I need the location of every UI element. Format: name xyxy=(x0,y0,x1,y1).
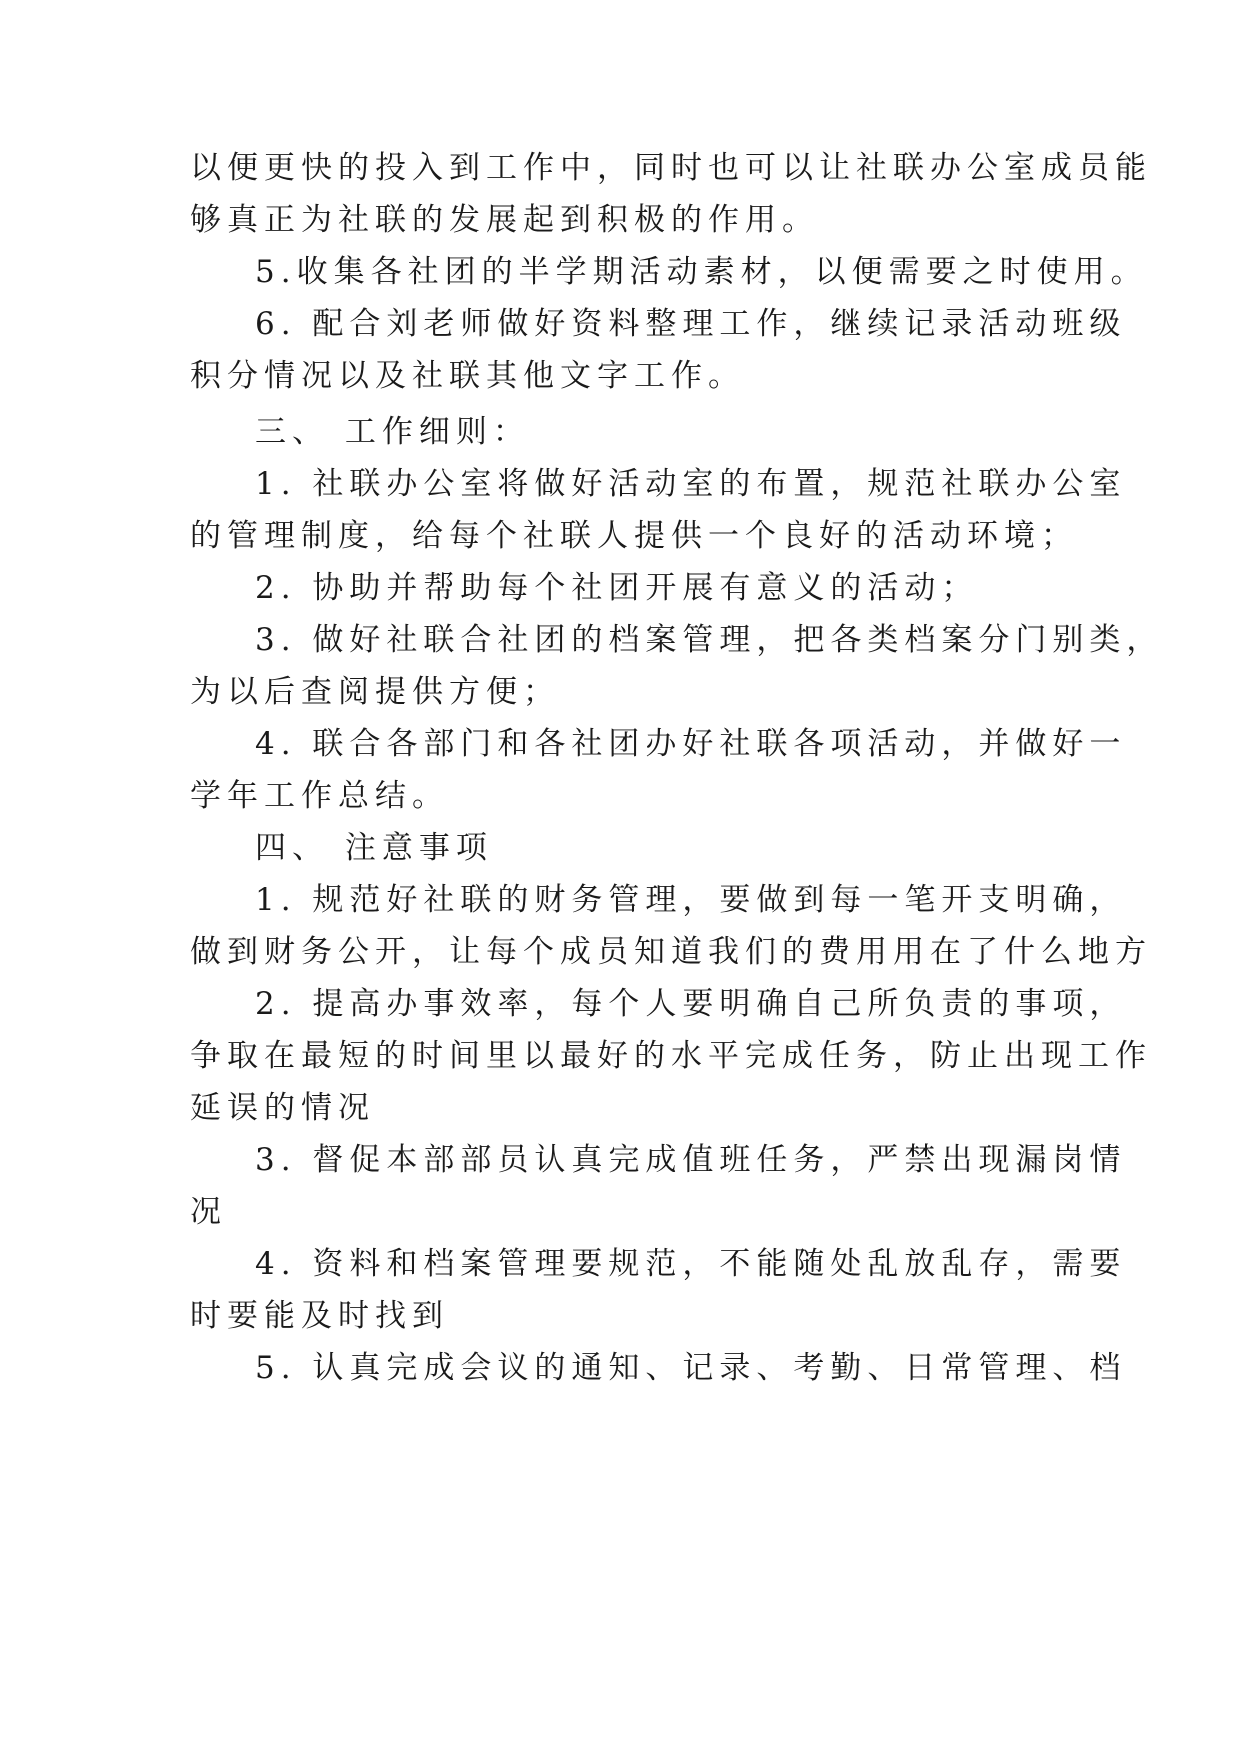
text-line: 的管理制度，给每个社联人提供一个良好的活动环境； xyxy=(190,518,1078,554)
section-heading: 三、 工作细则： xyxy=(255,414,530,450)
text-line: 为以后查阅提供方便； xyxy=(190,674,560,710)
text-line: 5.收集各社团的半学期活动素材，以便需要之时使用。 xyxy=(255,254,1148,290)
text-line: 1. 社联办公室将做好活动室的布置，规范社联办公室 xyxy=(255,466,1127,502)
text-line: 2. 提高办事效率，每个人要明确自己所负责的事项， xyxy=(255,986,1127,1022)
text-line: 4. 资料和档案管理要规范，不能随处乱放乱存，需要 xyxy=(255,1246,1127,1282)
text-line: 争取在最短的时间里以最好的水平完成任务，防止出现工作 xyxy=(190,1038,1152,1074)
text-line: 6. 配合刘老师做好资料整理工作，继续记录活动班级 xyxy=(255,306,1127,342)
text-line: 积分情况以及社联其他文字工作。 xyxy=(190,358,745,394)
text-line: 4. 联合各部门和各社团办好社联各项活动，并做好一 xyxy=(255,726,1127,762)
text-line: 时要能及时找到 xyxy=(190,1298,449,1334)
text-line: 延误的情况 xyxy=(190,1090,375,1126)
text-line: 1. 规范好社联的财务管理，要做到每一笔开支明确， xyxy=(255,882,1127,918)
text-line: 学年工作总结。 xyxy=(190,778,449,814)
text-line: 够真正为社联的发展起到积极的作用。 xyxy=(190,202,819,238)
text-line: 2. 协助并帮助每个社团开展有意义的活动； xyxy=(255,570,979,606)
text-line: 以便更快的投入到工作中，同时也可以让社联办公室成员能 xyxy=(190,150,1152,186)
text-line: 况 xyxy=(190,1194,227,1230)
text-line: 做到财务公开，让每个成员知道我们的费用用在了什么地方 xyxy=(190,934,1152,970)
section-heading: 四、 注意事项 xyxy=(255,830,493,866)
text-line: 3. 督促本部部员认真完成值班任务，严禁出现漏岗情 xyxy=(255,1142,1127,1178)
text-line: 3. 做好社联合社团的档案管理，把各类档案分门别类， xyxy=(255,622,1164,658)
text-line: 5. 认真完成会议的通知、记录、考勤、日常管理、档 xyxy=(255,1350,1127,1386)
